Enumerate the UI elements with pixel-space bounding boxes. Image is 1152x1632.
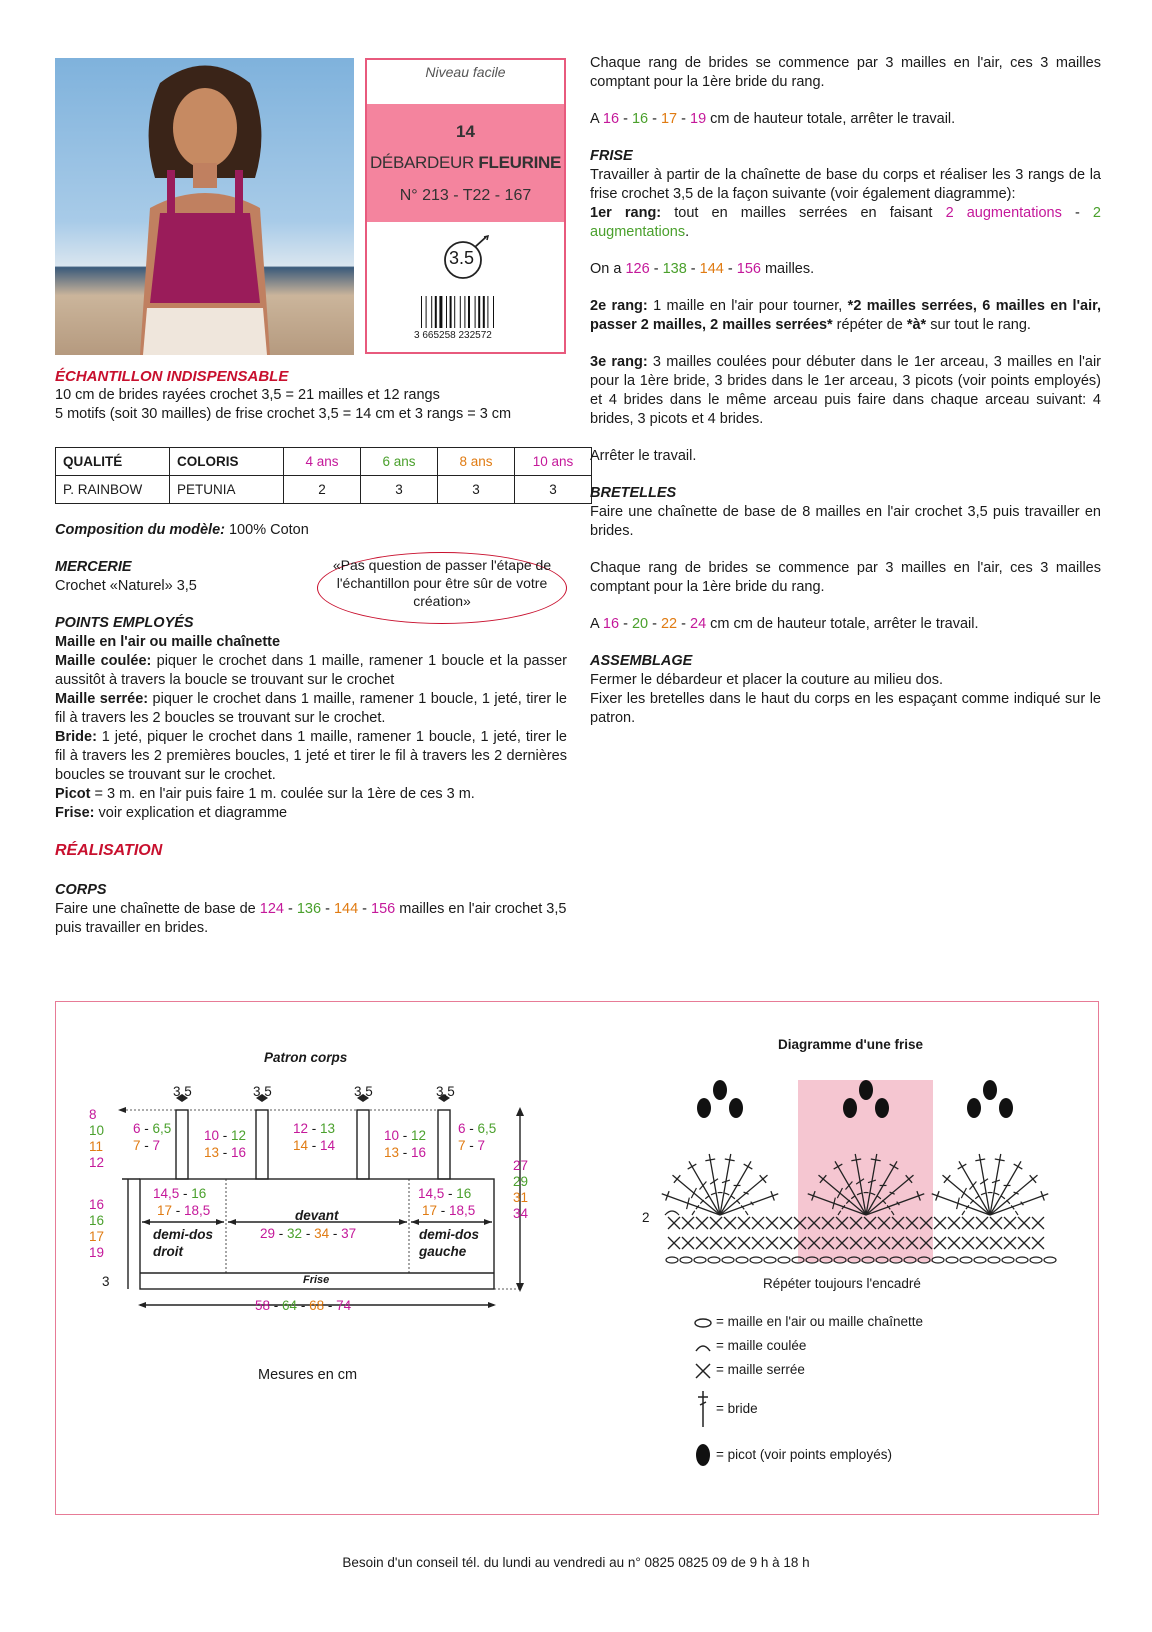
frise-title: FRISE: [590, 148, 633, 164]
body-pattern-drawing: [80, 1080, 560, 1330]
cell-qty-4: 2: [284, 476, 361, 504]
half-back-right-label: demi-dos droit: [153, 1227, 214, 1259]
frise-band-label: Frise: [303, 1274, 330, 1286]
stitch-count: On a 126 - 138 - 144 - 156 mailles.: [590, 261, 815, 277]
side-width-left: 10 - 12 13 - 16: [204, 1128, 247, 1160]
frise-row-2: 2e rang: 1 maille en l'air pour tourner, *2 mailles serrées, 6 mailles en l'air, passer 2 mailles, 2 mailles serrées* répéter de *à* sur tout le rang.: [590, 298, 1101, 333]
strap-width-3: 3,5: [354, 1084, 373, 1099]
sample-line-2: 5 motifs (soit 30 mailles) de frise crochet 3,5 = 14 cm et 3 rangs = 3 cm: [55, 406, 512, 422]
girl-illustration: [55, 58, 354, 355]
bretelles-title: BRETELLES: [590, 485, 677, 501]
legend-slip: = maille coulée: [694, 1336, 714, 1356]
cell-color: PETUNIA: [170, 476, 284, 504]
chain-icon: [694, 1312, 714, 1332]
diagram-title: Diagramme d'une frise: [778, 1037, 924, 1052]
mercerie-title: MERCERIE: [55, 559, 132, 575]
points-list: Maille en l'air ou maille chaînette Maille coulée: piquer le crochet dans 1 maille, ramener 1 boucle et la passer aussitôt à travers la boucle se trouvant sur le crochet Maille serrée: piquer le crochet dans 1 maille, ramener 1 boucle, 1 jeté, tirer le fil à travers les 2 boucles se trouvant sur le crochet. Bride: 1 jeté, piquer le crochet dans 1 maille, ramener 1 boucle, 1 jeté, tirer le fil à travers les 2 premières boucles, 1 jeté et tirer le fil à travers les 2 dernières boucles se trouvant sur le crochet. Picot = 3 m. en l'air puis faire 1 m. coulée sur la 1ère de ces 3 m. Frise: voir explication et diagramme: [55, 634, 567, 821]
frise-row-3: 3e rang: 3 mailles coulées pour débuter dans le 1er arceau, 3 mailles en l'air pour la 1ère bride, 3 brides dans le 1er arceau, 3 picots (voir points employés) et 4 brides dans le même arceau puis faire dans chaque arceau suivant: 4 brides, 3 picots et 4 brides.: [590, 354, 1101, 427]
difficulty-level: Niveau facile: [425, 64, 506, 80]
cell-qty-8: 3: [438, 476, 515, 504]
half-back-width-right: 14,5 - 16 17 - 18,5: [418, 1186, 476, 1218]
repeat-highlight: [798, 1080, 933, 1262]
yarn-table: [55, 447, 592, 504]
col-size-10: 10 ans: [515, 448, 592, 476]
edge-width-left: 6 - 6,5 7 - 7: [133, 1121, 172, 1153]
bretelles-row-note: Chaque rang de brides se commence par 3 mailles en l'air, ces 3 mailles comptant pour la 1ère bride du rang.: [590, 560, 1101, 595]
front-label: devant: [295, 1208, 339, 1223]
total-height-list: 27 29 31 34: [513, 1158, 529, 1221]
pattern-badge: [365, 58, 566, 354]
corps-text: Faire une chaînette de base de 124 - 136 - 144 - 156 mailles en l'air crochet 3,5 puis travailler en brides.: [55, 901, 567, 936]
slip-icon: [694, 1336, 714, 1356]
row-number: 2: [642, 1210, 650, 1225]
cell-quality: P. RAINBOW: [56, 476, 170, 504]
legend-picot: = picot (voir points employés): [694, 1442, 714, 1468]
pattern-reference: N° 213 - T22 - 167: [399, 187, 532, 204]
pattern-number: 14: [456, 122, 475, 141]
bretelles-text: Faire une chaînette de base de 8 mailles en l'air crochet 3,5 puis travailler en brides.: [590, 504, 1101, 539]
strap-width-4: 3,5: [436, 1084, 455, 1099]
mercerie-text: Crochet «Naturel» 3,5: [55, 578, 197, 594]
assemblage-title: ASSEMBLAGE: [590, 653, 693, 669]
frise-height: 3: [102, 1274, 110, 1289]
repeat-note: Répéter toujours l'encadré: [763, 1276, 921, 1291]
barcode: [419, 296, 515, 328]
front-width: 29 - 32 - 34 - 37: [260, 1226, 357, 1241]
pattern-title-block: [367, 104, 564, 222]
sample-line-1: 10 cm de brides rayées crochet 3,5 = 21 mailles et 12 rangs: [55, 387, 440, 403]
strap-width-2: 3,5: [253, 1084, 272, 1099]
footer-help: Besoin d'un conseil tél. du lundi au vendredi au n° 0825 0825 09 de 9 h à 18 h: [342, 1555, 810, 1570]
frise-intro: Travailler à partir de la chaînette de base du corps et réaliser les 3 rangs de la frise crochet 3,5 de la façon suivante (voir également diagramme):: [590, 167, 1101, 202]
edge-width-right: 6 - 6,5 7 - 7: [458, 1121, 497, 1153]
legend-dc: = bride: [694, 1389, 714, 1429]
center-width: 12 - 13 14 - 14: [293, 1121, 336, 1153]
units-note: Mesures en cm: [258, 1367, 358, 1383]
col-size-8: 8 ans: [438, 448, 515, 476]
assemblage-line-2: Fixer les bretelles dans le haut du corps en les espaçant comme indiqué sur le patron.: [590, 691, 1101, 726]
picot-icon: [694, 1442, 714, 1468]
side-width-right: 10 - 12 13 - 16: [384, 1128, 427, 1160]
col-size-6: 6 ans: [361, 448, 438, 476]
col-quality: QUALITÉ: [56, 448, 170, 476]
strap-height-list: 8 10 11 12: [89, 1107, 105, 1170]
dc-icon: [694, 1389, 714, 1429]
cell-qty-10: 3: [515, 476, 592, 504]
pattern-title: Patron corps: [264, 1050, 348, 1065]
sc-icon: [694, 1360, 714, 1380]
frise-row-1: 1er rang: tout en mailles serrées en faisant 2 augmentations - 2 augmentations.: [590, 205, 1101, 240]
half-back-width-left: 14,5 - 16 17 - 18,5: [153, 1186, 211, 1218]
frise-stitch-diagram: [660, 1075, 1070, 1270]
legend-chain: = maille en l'air ou maille chaînette: [694, 1312, 714, 1332]
col-size-4: 4 ans: [284, 448, 361, 476]
points-title: POINTS EMPLOYÉS: [55, 615, 194, 631]
pattern-name: DÉBARDEUR FLEURINE: [369, 153, 562, 172]
quote-bubble: «Pas question de passer l'étape de l'échantillon pour être sûr de votre création»: [317, 552, 567, 624]
corps-height: A 16 - 16 - 17 - 19 cm de hauteur totale, arrêter le travail.: [590, 111, 956, 127]
col-color: COLORIS: [170, 448, 284, 476]
crochet-hook-icon: 3.5: [442, 235, 488, 281]
model-photo: [55, 58, 354, 355]
barcode-digits: 3 665258 232572: [414, 330, 492, 341]
half-back-left-label: demi-dos gauche: [419, 1227, 480, 1259]
corps-title: CORPS: [55, 882, 107, 898]
cell-qty-6: 3: [361, 476, 438, 504]
corps-row-note: Chaque rang de brides se commence par 3 mailles en l'air, ces 3 mailles comptant pour la 1ère bride du rang.: [590, 55, 1101, 90]
instructions-column: [590, 54, 1101, 728]
realisation-title: RÉALISATION: [55, 842, 163, 859]
total-width: 58 - 64 - 68 - 74: [255, 1298, 352, 1313]
stop-note: Arrêter le travail.: [590, 448, 697, 464]
bretelles-height: A 16 - 20 - 22 - 24 cm cm de hauteur totale, arrêter le travail.: [590, 616, 979, 632]
legend-sc: = maille serrée: [694, 1360, 714, 1380]
assemblage-line-1: Fermer le débardeur et placer la couture au milieu dos.: [590, 672, 944, 688]
strap-width-1: 3,5: [173, 1084, 192, 1099]
body-height-list: 16 16 17 19: [89, 1197, 105, 1260]
composition: Composition du modèle: 100% Coton: [55, 522, 309, 538]
sample-title: ÉCHANTILLON INDISPENSABLE: [55, 368, 289, 385]
